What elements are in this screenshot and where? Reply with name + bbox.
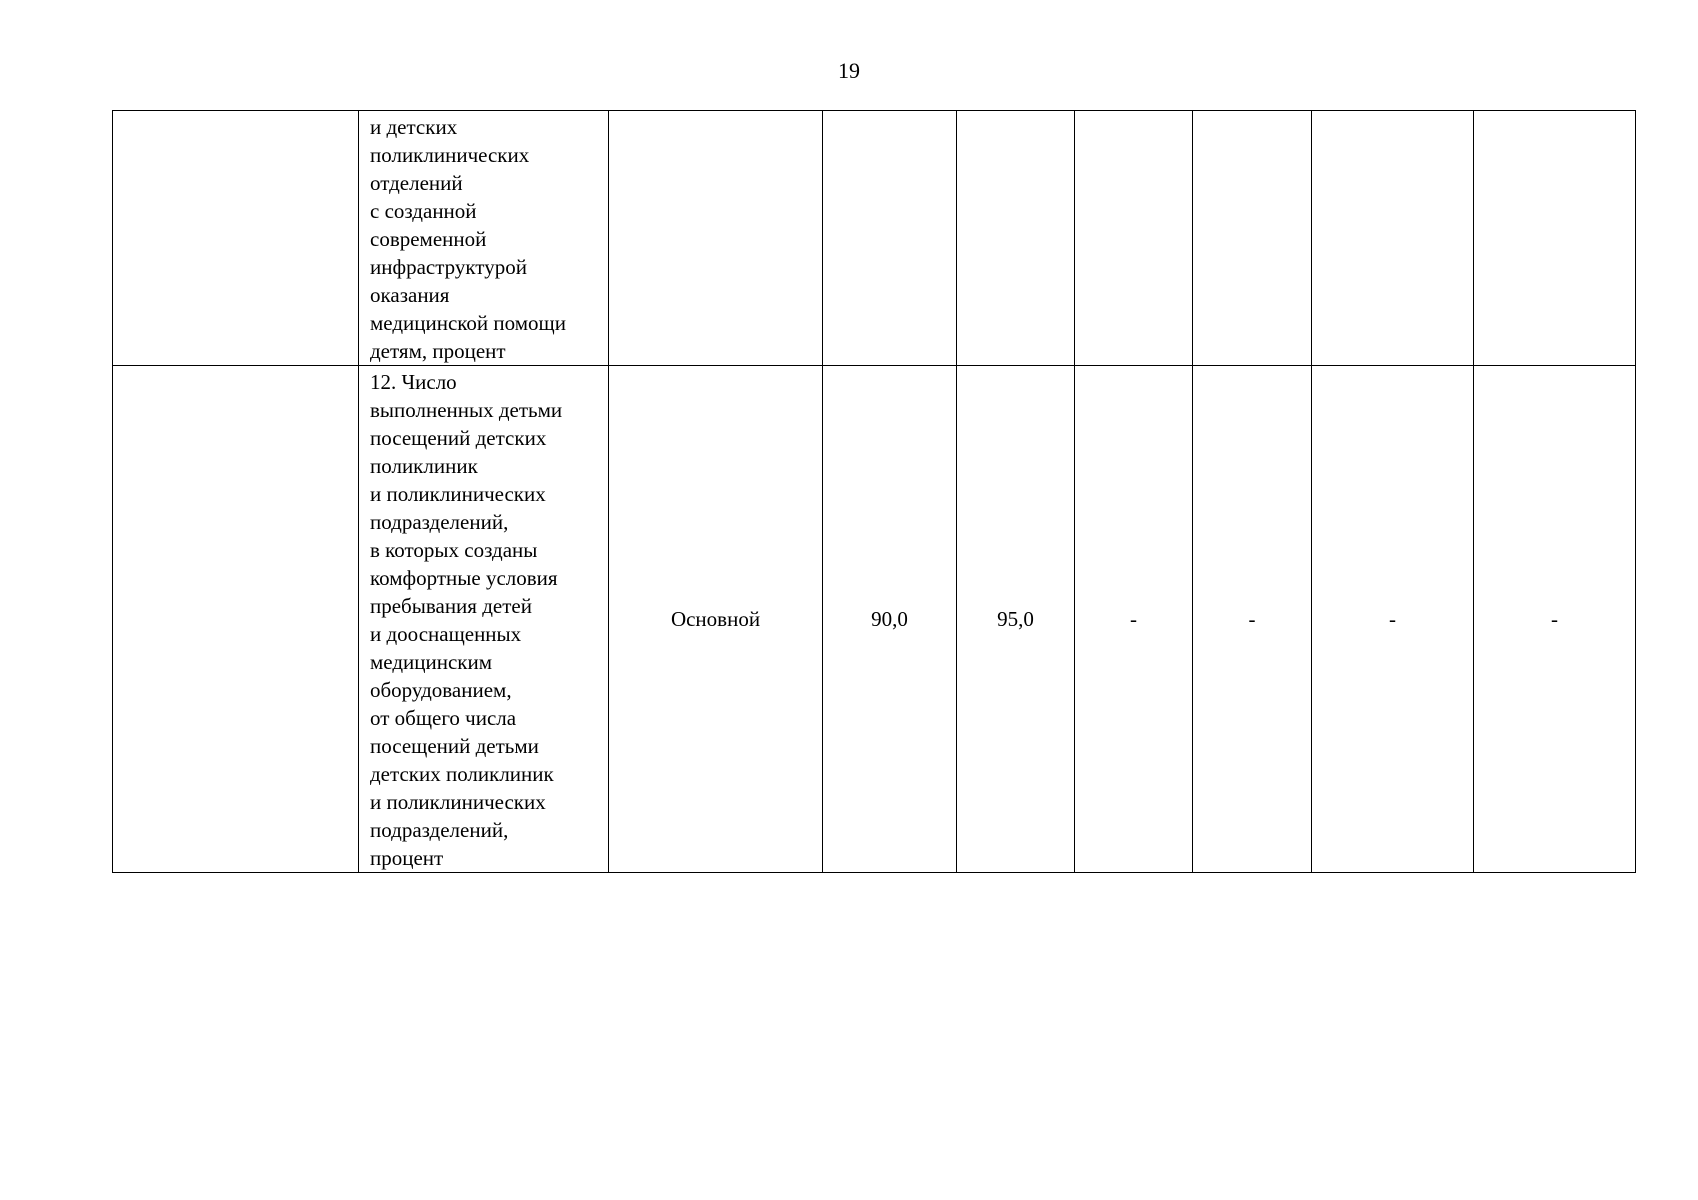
- indicator-description: 12. Число выполненных детьми посещений детских поликлиник и поликлинических подразделений, в которых созданы комфортные условия пребывания детей и дооснащенных медицинским оборудованием, от общего числа посещений детьми детских поликлиник и поликлинических подразделений, процент: [359, 366, 609, 873]
- table-cell-value: -: [1075, 366, 1193, 873]
- table-cell-value: [823, 111, 957, 366]
- table-cell-value: [1193, 111, 1312, 366]
- table-cell-value: -: [1193, 366, 1312, 873]
- table-row: [113, 366, 1636, 873]
- table-cell-empty: [113, 111, 359, 366]
- table-row: [113, 111, 1636, 366]
- indicator-type: Основной: [609, 366, 823, 873]
- indicators-table: [112, 110, 1636, 873]
- table-cell-value: 95,0: [957, 366, 1075, 873]
- page-number: 19: [838, 58, 860, 83]
- indicator-description: и детских поликлинических отделений с созданной современной инфраструктурой оказания медицинской помощи детям, процент: [359, 111, 609, 366]
- table-cell-value: [1474, 111, 1636, 366]
- indicator-type: [609, 111, 823, 366]
- table-cell-value: 90,0: [823, 366, 957, 873]
- table-cell-value: [1312, 111, 1474, 366]
- table-cell-value: -: [1474, 366, 1636, 873]
- table-cell-value: [957, 111, 1075, 366]
- table-cell-value: [1075, 111, 1193, 366]
- table-cell-value: -: [1312, 366, 1474, 873]
- table-cell-empty: [113, 366, 359, 873]
